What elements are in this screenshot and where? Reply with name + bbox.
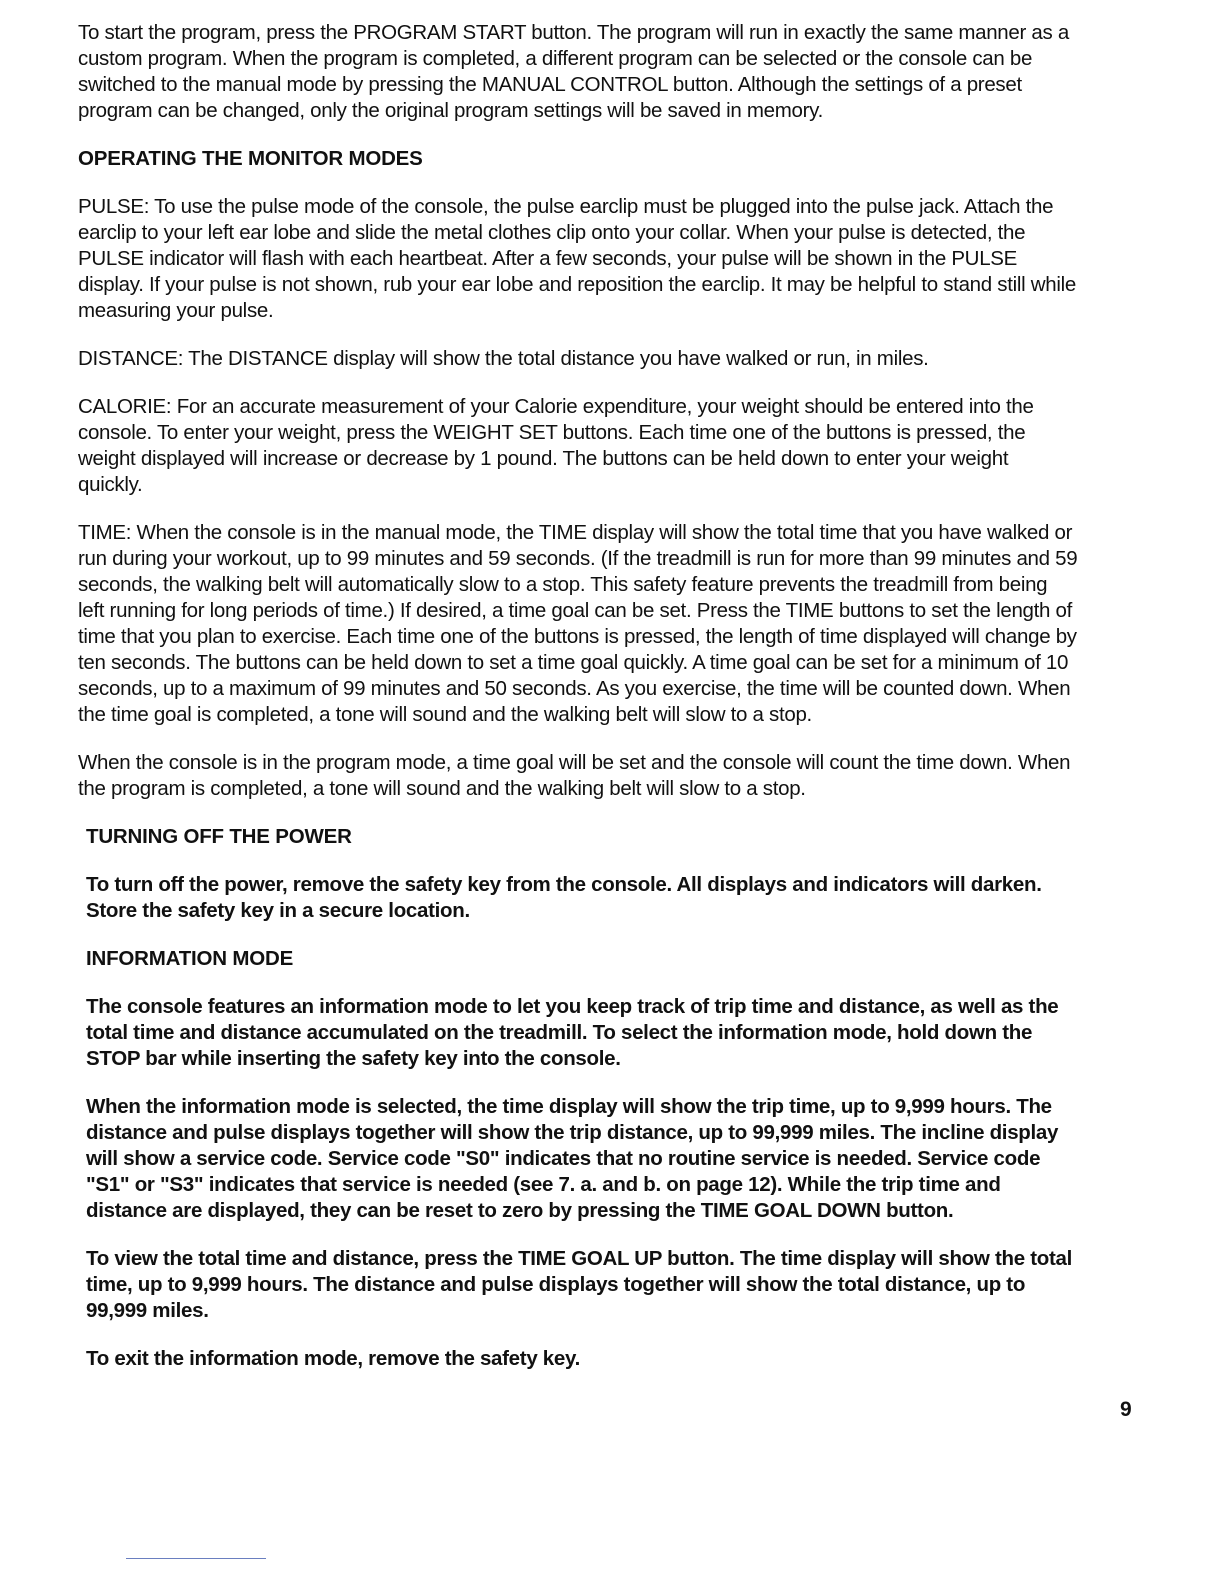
information-mode-intro-paragraph: The console features an information mode to let you keep track of trip time and distance, as well as the total time and distance accumulated on the treadmill. To select the information mode, hold down the STOP bar while inserting the safety key into the console. (86, 995, 1059, 1070)
program-mode-time-paragraph: When the console is in the program mode, a time goal will be set and the console will count the time down. When the program is completed, a tone will sound and the walking belt will slow to a stop. (78, 751, 1071, 800)
footer-rule (126, 1558, 266, 1559)
operating-monitor-modes-heading: OPERATING THE MONITOR MODES (78, 147, 423, 170)
lower-section (78, 824, 1078, 1372)
pulse-paragraph: PULSE: To use the pulse mode of the console, the pulse earclip must be plugged into the pulse jack. Attach the earclip to your left ear lobe and slide the metal clothes clip onto your collar. When your pulse is detected, the PULSE indicator will flash with each heartbeat. After a few seconds, your pulse will be shown in the PULSE display. If your pulse is not shown, rub your ear lobe and reposition the earclip. It may be helpful to stand still while measuring your pulse. (78, 195, 1076, 322)
calorie-paragraph: CALORIE: For an accurate measurement of your Calorie expenditure, your weight should be entered into the console. To enter your weight, press the WEIGHT SET buttons. Each time one of the buttons is pressed, the weight displayed will increase or decrease by 1 pound. The buttons can be held down to enter your weight quickly. (78, 395, 1034, 496)
information-mode-heading: INFORMATION MODE (86, 947, 294, 970)
trip-display-paragraph: When the information mode is selected, the time display will show the trip time, up to 9,999 hours. The distance and pulse displays together will show the trip distance, up to 99,999 miles. The incline display will show a service code. Service code "S0" indicates that no routine service is needed. Service code "S1" or "S3" indicates that service is needed (see 7. a. and b. on page 12). While the trip time and distance are displayed, they can be reset to zero by pressing the TIME GOAL DOWN button. (86, 1095, 1059, 1222)
total-display-paragraph: To view the total time and distance, press the TIME GOAL UP button. The time display will show the total time, up to 9,999 hours. The distance and pulse displays together will show the total distance, up to 99,999 miles. (86, 1247, 1072, 1322)
distance-paragraph: DISTANCE: The DISTANCE display will show the total distance you have walked or run, in miles. (78, 347, 929, 370)
turning-off-power-heading: TURNING OFF THE POWER (86, 825, 352, 848)
time-paragraph: TIME: When the console is in the manual mode, the TIME display will show the total time that you have walked or run during your workout, up to 99 minutes and 59 seconds. (If the treadmill is run for more than 99 minutes and 59 seconds, the walking belt will automatically slow to a stop. This safety feature prevents the treadmill from being left running for long periods of time.) If desired, a time goal can be set. Press the TIME buttons to set the length of time that you plan to exercise. Each time one of the buttons is pressed, the length of time displayed will change by ten seconds. The buttons can be held down to set a time goal quickly. A time goal can be set for a minimum of 10 seconds, up to a maximum of 99 minutes and 50 seconds. As you exercise, the time will be counted down. When the time goal is completed, a tone will sound and the walking belt will slow to a stop. (78, 521, 1078, 726)
program-start-paragraph: To start the program, press the PROGRAM START button. The program will run in exactly the same manner as a custom program. When the program is completed, a different program can be selected or the console can be switched to the manual mode by pressing the MANUAL CONTROL button. Although the settings of a preset program can be changed, only the original program settings will be saved in memory. (78, 21, 1069, 122)
manual-page (78, 20, 1078, 1394)
turn-off-power-paragraph: To turn off the power, remove the safety key from the console. All displays and indicators will darken. Store the safety key in a secure location. (86, 873, 1042, 922)
page-number: 9 (1120, 1398, 1132, 1421)
exit-information-mode-paragraph: To exit the information mode, remove the safety key. (86, 1347, 580, 1370)
